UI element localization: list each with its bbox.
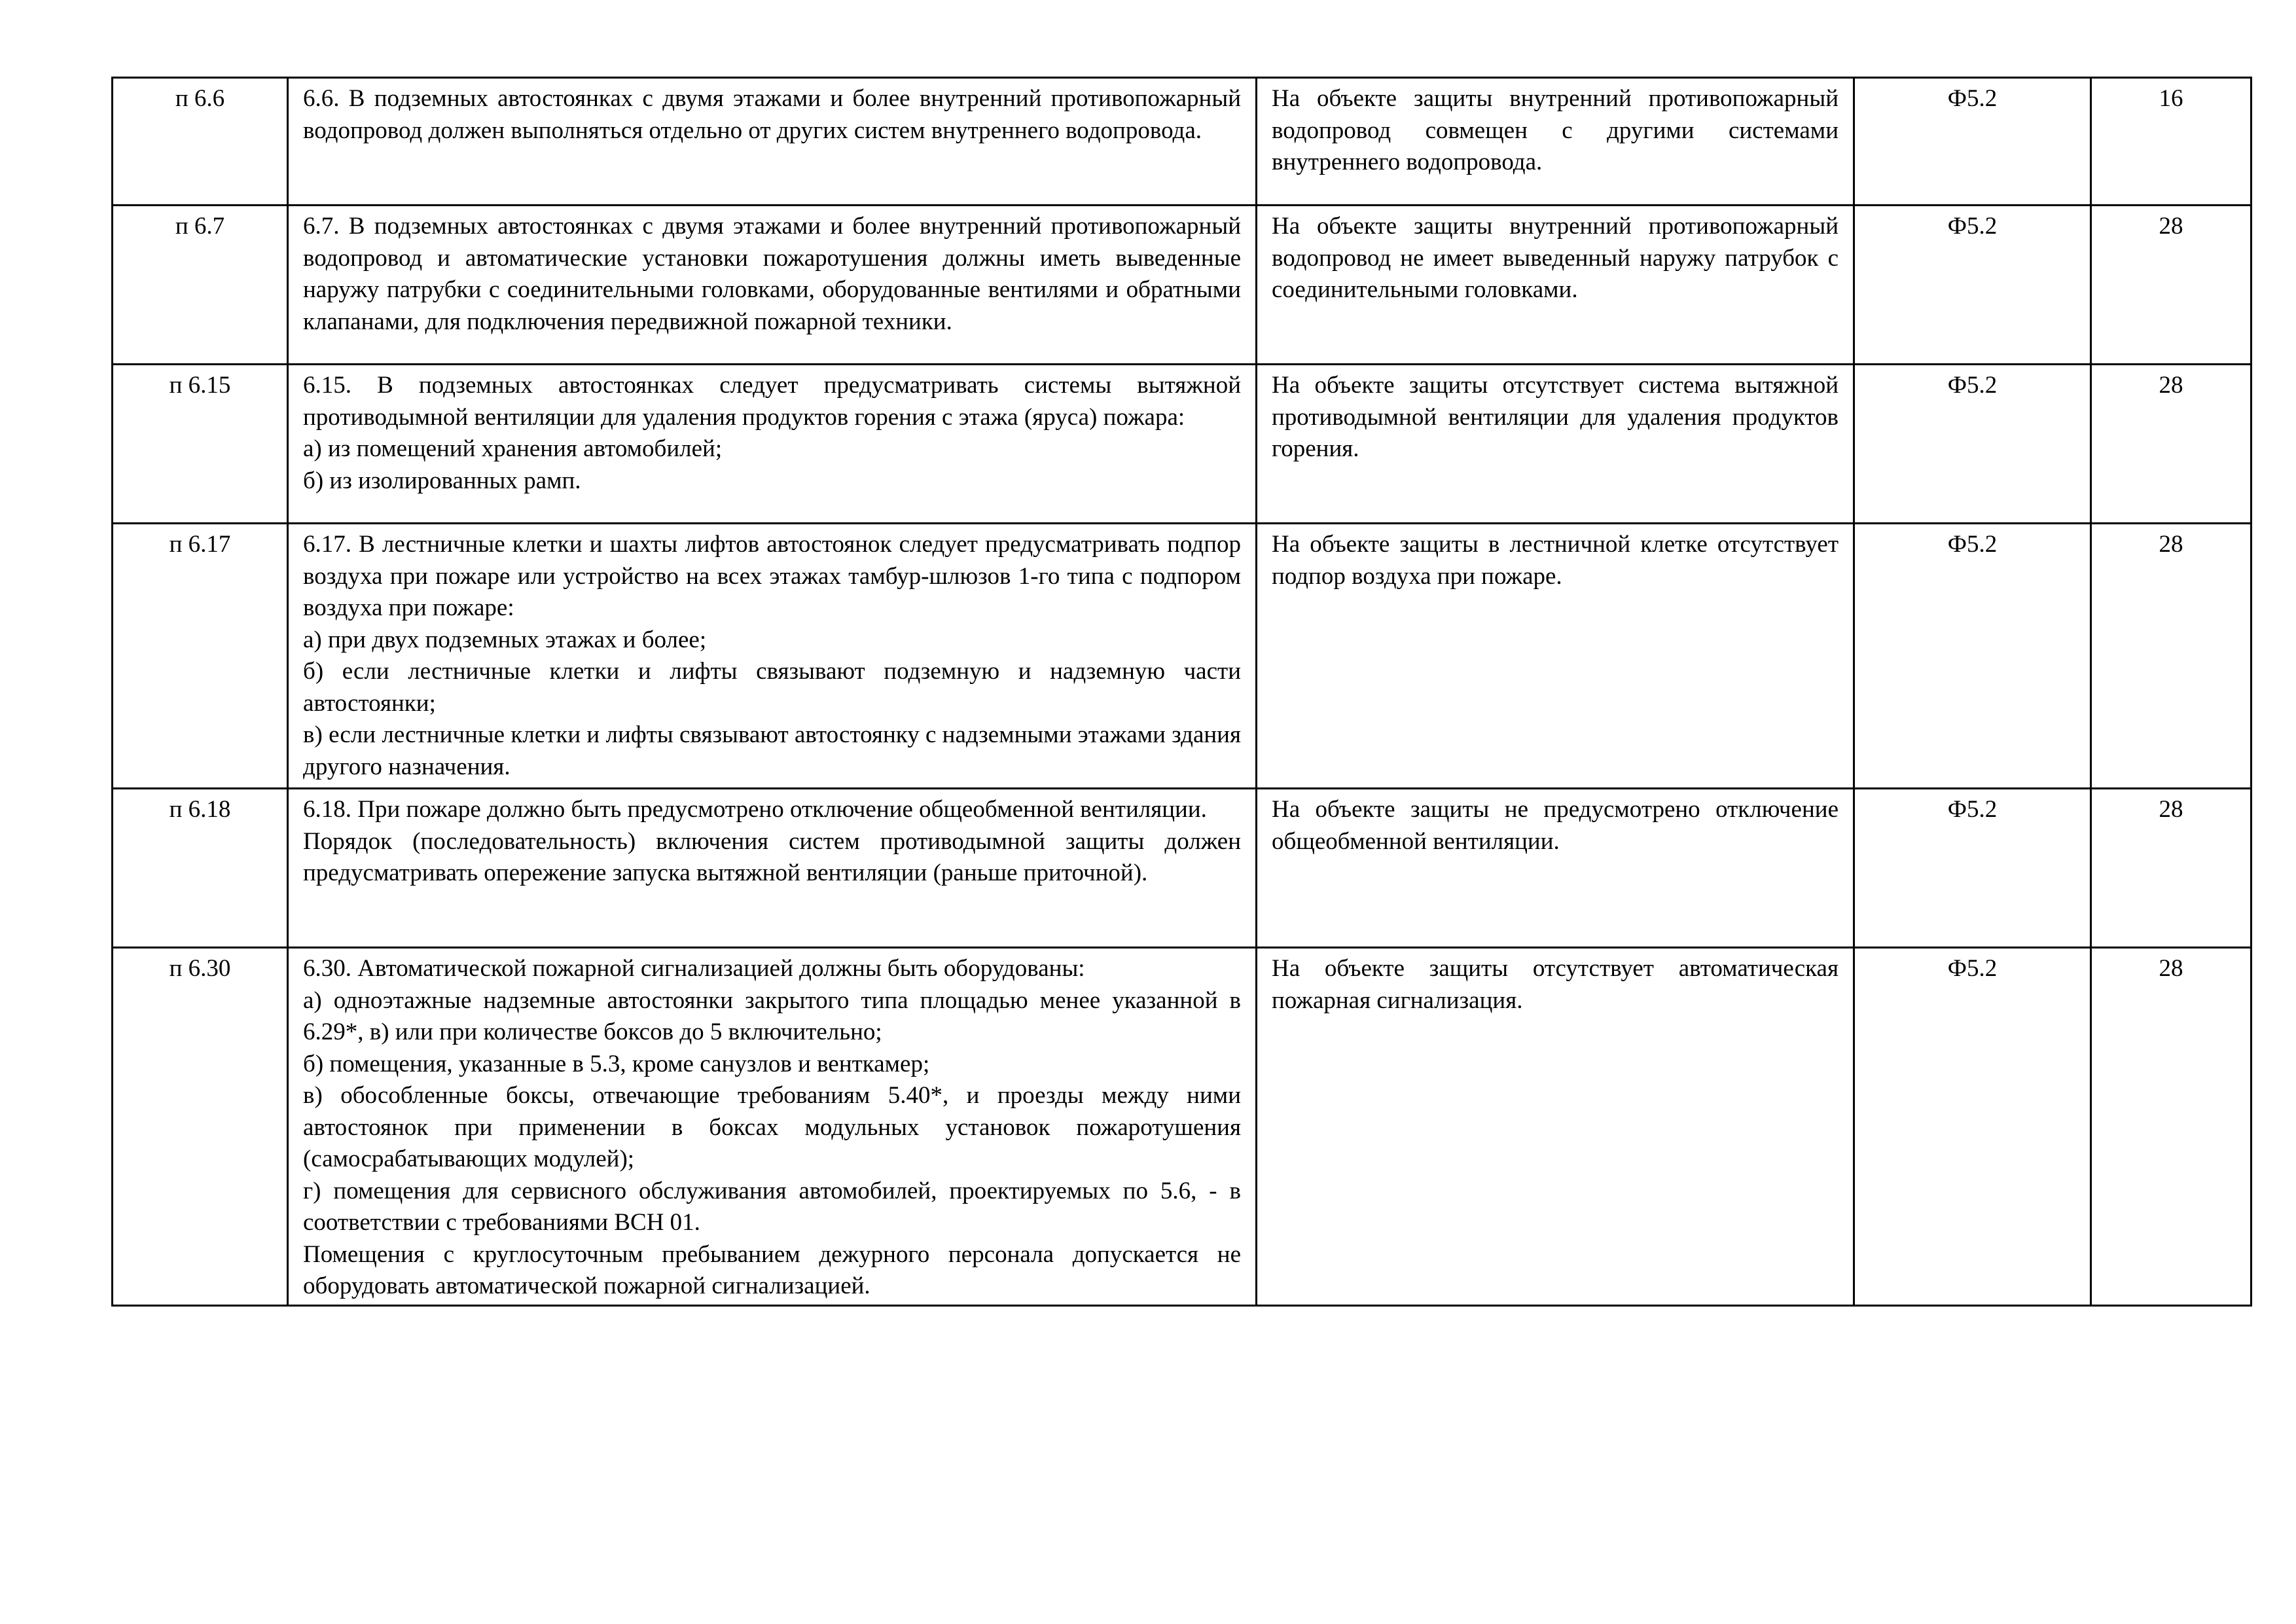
requirement-paragraph: 6.17. В лестничные клетки и шахты лифтов автостоянок следует предусматривать подпор воздуха при пожаре или устройство на всех этажах тамбур-шлюзов 1-го типа с подпором воздуха при пожаре: xyxy=(303,531,1241,621)
requirement-paragraph: Порядок (последовательность) включения систем противодымной защиты должен предусматривать опережение запуска вытяжной вентиляции (раньше приточной). xyxy=(303,827,1241,886)
rule-reference-cell: п 6.17 xyxy=(113,524,288,789)
requirement-list-item: г) помещения для сервисного обслуживания автомобилей, проектируемых по 5.6, - в соответствии с требованиями ВСН 01. xyxy=(303,1177,1241,1236)
violation-cell: На объекте защиты в лестничной клетке отсутствует подпор воздуха при пожаре. xyxy=(1257,524,1854,789)
violations-table xyxy=(111,77,2252,1307)
number-cell: 28 xyxy=(2091,206,2251,365)
rule-reference-cell: п 6.30 xyxy=(113,948,288,1306)
requirement-list-item: а) одноэтажные надземные автостоянки закрытого типа площадью менее указанной в 6.29*, в) или при количестве боксов до 5 включительно; xyxy=(303,986,1241,1045)
requirement-list-item: б) помещения, указанные в 5.3, кроме санузлов и венткамер; xyxy=(303,1050,930,1077)
requirement-cell xyxy=(288,365,1257,524)
table-row xyxy=(113,365,2251,524)
requirement-paragraph: 6.18. При пожаре должно быть предусмотрено отключение общеобменной вентиляции. xyxy=(303,796,1207,823)
number-cell: 28 xyxy=(2091,948,2251,1306)
number-cell: 28 xyxy=(2091,365,2251,524)
violation-cell: На объекте защиты внутренний противопожарный водопровод совмещен с другими системами внутреннего водопровода. xyxy=(1257,78,1854,206)
rule-reference-cell: п 6.15 xyxy=(113,365,288,524)
table-row xyxy=(113,206,2251,365)
code-cell: Ф5.2 xyxy=(1854,206,2091,365)
requirement-list-item: б) из изолированных рамп. xyxy=(303,467,581,494)
requirement-paragraph: 6.15. В подземных автостоянках следует предусматривать системы вытяжной противодымной вентиляции для удаления продуктов горения с этажа (яруса) пожара: xyxy=(303,372,1241,431)
violation-cell: На объекте защиты отсутствует система вытяжной противодымной вентиляции для удаления продуктов горения. xyxy=(1257,365,1854,524)
requirement-cell xyxy=(288,789,1257,948)
requirement-paragraph: 6.30. Автоматической пожарной сигнализацией должны быть оборудованы: xyxy=(303,955,1085,982)
code-cell: Ф5.2 xyxy=(1854,789,2091,948)
table-row xyxy=(113,789,2251,948)
requirement-list-item: б) если лестничные клетки и лифты связывают подземную и надземную части автостоянки; xyxy=(303,658,1241,717)
table-row xyxy=(113,948,2251,1306)
requirement-list-item: а) при двух подземных этажах и более; xyxy=(303,626,707,653)
violation-cell: На объекте защиты внутренний противопожарный водопровод не имеет выведенный наружу патрубок с соединительными головками. xyxy=(1257,206,1854,365)
code-cell: Ф5.2 xyxy=(1854,524,2091,789)
number-cell: 16 xyxy=(2091,78,2251,206)
requirement-list-item: в) если лестничные клетки и лифты связывают автостоянку с надземными этажами здания другого назначения. xyxy=(303,721,1241,780)
number-cell: 28 xyxy=(2091,524,2251,789)
rule-reference-cell: п 6.7 xyxy=(113,206,288,365)
requirement-cell xyxy=(288,948,1257,1306)
code-cell: Ф5.2 xyxy=(1854,365,2091,524)
requirement-paragraph: 6.6. В подземных автостоянках с двумя этажами и более внутренний противопожарный водопровод должен выполняться отдельно от других систем внутреннего водопровода. xyxy=(303,85,1241,144)
requirement-cell xyxy=(288,524,1257,789)
requirement-cell xyxy=(288,78,1257,206)
code-cell: Ф5.2 xyxy=(1854,948,2091,1306)
rule-reference-cell: п 6.6 xyxy=(113,78,288,206)
requirement-paragraph: 6.7. В подземных автостоянках с двумя этажами и более внутренний противопожарный водопровод и автоматические установки пожаротушения должны иметь выведенные наружу патрубки с соединительными головками, оборудованные вентилями и обратными клапанами, для подключения передвижной пожарной техники. xyxy=(303,213,1241,335)
violation-cell: На объекте защиты не предусмотрено отключение общеобменной вентиляции. xyxy=(1257,789,1854,948)
requirement-list-item: а) из помещений хранения автомобилей; xyxy=(303,435,723,462)
requirement-paragraph: Помещения с круглосуточным пребыванием дежурного персонала допускается не оборудовать автоматической пожарной сигнализацией. xyxy=(303,1240,1241,1299)
violation-cell: На объекте защиты отсутствует автоматическая пожарная сигнализация. xyxy=(1257,948,1854,1306)
document-page xyxy=(111,77,2250,1307)
number-cell: 28 xyxy=(2091,789,2251,948)
requirement-cell xyxy=(288,206,1257,365)
table-row xyxy=(113,78,2251,206)
requirement-list-item: в) обособленные боксы, отвечающие требованиям 5.40*, и проезды между ними автостоянок при применении в боксах модульных установок пожаротушения (самосрабатывающих модулей); xyxy=(303,1082,1241,1172)
code-cell: Ф5.2 xyxy=(1854,78,2091,206)
rule-reference-cell: п 6.18 xyxy=(113,789,288,948)
table-row xyxy=(113,524,2251,789)
